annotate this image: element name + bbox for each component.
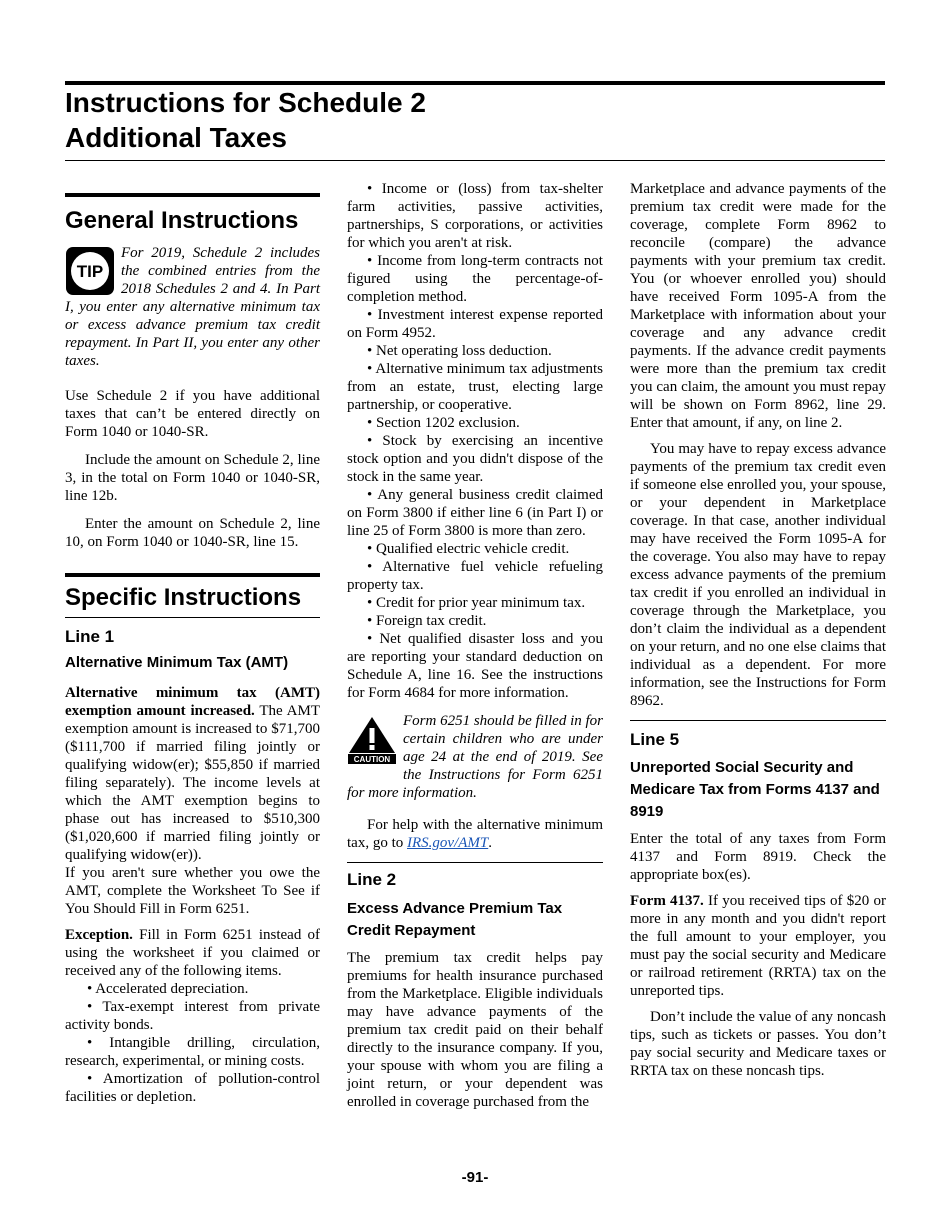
list-item: • Qualified electric vehicle credit.	[347, 540, 603, 558]
paragraph-use: Use Schedule 2 if you have additional taxes that can’t be entered directly on Form 1040 or 1040-SR.	[65, 388, 320, 440]
exception-bold-lead: Exception.	[65, 927, 133, 943]
tip-label: TIP	[76, 262, 104, 281]
amt-heading: Alternative Minimum Tax (AMT)	[65, 654, 289, 671]
section-rule	[65, 573, 320, 577]
page-number: -91-	[461, 1169, 489, 1186]
list-item: • Investment interest expense reported on Form 4952.	[347, 306, 603, 342]
caution-text: Form 6251 should be filled in for certain children who are under age 24 at the end of 2019. See the Instructions for Form 6251 for more information.	[347, 713, 603, 801]
column-2	[347, 180, 603, 1111]
line-5-heading: Line 5	[630, 730, 680, 749]
tip-box	[65, 244, 320, 370]
line-5-subheading: Unreported Social Security and Medicare Tax from Forms 4137 and 8919	[630, 759, 880, 820]
specific-instructions-heading: Specific Instructions	[65, 584, 302, 611]
help-end: .	[488, 835, 492, 851]
title-rule	[65, 160, 885, 161]
page-title	[65, 85, 885, 155]
title-line-1: Instructions for Schedule 2	[65, 87, 426, 118]
list-item: • Net qualified disaster loss and you are reporting your standard deduction on Schedule A, line 16. See the instructions for Form 4684 for more information.	[347, 630, 603, 702]
form-4137-text: If you received tips of $20 or more in any month and you didn't report the full amount to your employer, you must pay the social security and Medicare or railroad retirement (RRTA) tax on the unreported tips.	[630, 893, 886, 999]
paragraph-total: Enter the total of any taxes from Form 4137 and Form 8919. Check the appropriate box(es).	[630, 831, 886, 883]
list-item: • Stock by exercising an incentive stock option and you didn't dispose of the stock in the same year.	[347, 432, 603, 486]
list-item: • Section 1202 exclusion.	[347, 414, 603, 432]
amt-bold-lead: Alternative minimum tax (AMT) exemption amount increased.	[65, 685, 320, 719]
help-text: For help with the alternative minimum tax, go to	[347, 817, 603, 851]
section-rule	[65, 193, 320, 197]
paragraph-repay: You may have to repay excess advance payments of the premium tax credit even if someone else enrolled you, your spouse, or your dependent in Marketplace coverage. In that case, another individual may have received the Form 1095-A for the coverage. You also may have to repay excess advance payments of the premium tax credit if you enrolled an individual in coverage through the Marketplace, you don’t claim the individual as a dependent on your return, and no one else claims that individual as a dependent. For more information, see the Instructions for Form 8962.	[630, 441, 886, 709]
list-item: • Credit for prior year minimum tax.	[347, 594, 603, 612]
list-item: • Foreign tax credit.	[347, 612, 603, 630]
list-item: • Amortization of pollution-control facilities or depletion.	[65, 1070, 320, 1106]
amt-text: The AMT exemption amount is increased to $71,700 ($111,700 if married filing jointly or qualifying widow(er); $55,850 if married filing separately). The income levels at which the AMT exemption begins to phase out has increased to $510,300 ($1,020,600 if married filing jointly or qualifying widow(er)).	[65, 703, 320, 863]
line-2-subheading: Excess Advance Premium Tax Credit Repayment	[347, 900, 563, 939]
line-1-heading: Line 1	[65, 627, 115, 646]
form-4137-bold-lead: Form 4137.	[630, 893, 704, 909]
list-item: • Accelerated depreciation.	[65, 980, 320, 998]
paragraph-enter: Enter the amount on Schedule 2, line 10, on Form 1040 or 1040-SR, line 15.	[65, 516, 320, 550]
paragraph-marketplace: Marketplace and advance payments of the premium tax credit were made for the coverage, complete Form 8962 to reconcile (compare) the advance payments with your premium tax credit. You (or whoever enrolled you) should have received Form 1095-A from the Marketplace with information about your coverage and any advance credit payments. If the advance credit payments were more than the premium tax credit you can claim, the amount you must repay will be shown on Form 8962, line 29. Enter that amount, if any, on line 2.	[630, 181, 886, 431]
caution-label: CAUTION	[353, 755, 391, 764]
general-instructions-heading: General Instructions	[65, 207, 299, 234]
line-2-heading: Line 2	[347, 870, 397, 889]
exception-text: Fill in Form 6251 instead of using the worksheet if you claimed or received any of the following items.	[65, 927, 320, 979]
paragraph-not-sure: If you aren't sure whether you owe the AMT, complete the Worksheet To See if You Should Fill in Form 6251.	[65, 865, 320, 917]
tip-icon	[65, 246, 115, 296]
exception-paragraph	[65, 926, 320, 980]
list-item: • Intangible drilling, circulation, research, experimental, or mining costs.	[65, 1034, 320, 1070]
paragraph-help	[347, 816, 603, 852]
caution-icon	[347, 715, 397, 765]
amt-paragraph	[65, 684, 320, 864]
column-1	[65, 180, 320, 1106]
paragraph-include: Include the amount on Schedule 2, line 3, in the total on Form 1040 or 1040-SR, line 12b.	[65, 452, 320, 504]
form-4137-paragraph	[630, 892, 886, 1000]
section-rule	[630, 720, 886, 721]
list-item: • Net operating loss deduction.	[347, 342, 603, 360]
list-item: • Income from long-term contracts not figured using the percentage-of-completion method.	[347, 252, 603, 306]
caution-box	[347, 712, 603, 802]
list-item: • Any general business credit claimed on Form 3800 if either line 6 (in Part I) or line 25 of Form 3800 is more than zero.	[347, 486, 603, 540]
heading-rule	[65, 617, 320, 618]
paragraph-noncash: Don’t include the value of any noncash tips, such as tickets or passes. You don’t pay social security and Medicare taxes or RRTA tax on these noncash tips.	[630, 1009, 886, 1079]
column-3	[630, 180, 886, 1080]
list-item: • Alternative minimum tax adjustments from an estate, trust, electing large partnership, or cooperative.	[347, 360, 603, 414]
section-rule	[347, 862, 603, 863]
line-2-paragraph: The premium tax credit helps pay premiums for health insurance purchased from the Marketplace. Eligible individuals may have advance payments of the premium tax credit paid on their behalf directly to the insurance company. If you, your spouse with whom you are filing a joint return, or your dependent was enrolled in coverage purchased from the	[347, 950, 603, 1110]
tip-text: For 2019, Schedule 2 includes the combined entries from the 2018 Schedules 2 and 4. In Part I, you enter any alternative minimum tax or excess advance premium tax credit repayment. In Part II, you enter any other taxes.	[65, 245, 320, 369]
list-item: • Alternative fuel vehicle refueling property tax.	[347, 558, 603, 594]
list-item: • Tax-exempt interest from private activity bonds.	[65, 998, 320, 1034]
amt-link[interactable]: IRS.gov/AMT	[407, 835, 489, 851]
title-line-2: Additional Taxes	[65, 122, 287, 153]
list-item: • Income or (loss) from tax-shelter farm activities, passive activities, partnerships, S corporations, or activities for which you aren't at risk.	[347, 180, 603, 252]
